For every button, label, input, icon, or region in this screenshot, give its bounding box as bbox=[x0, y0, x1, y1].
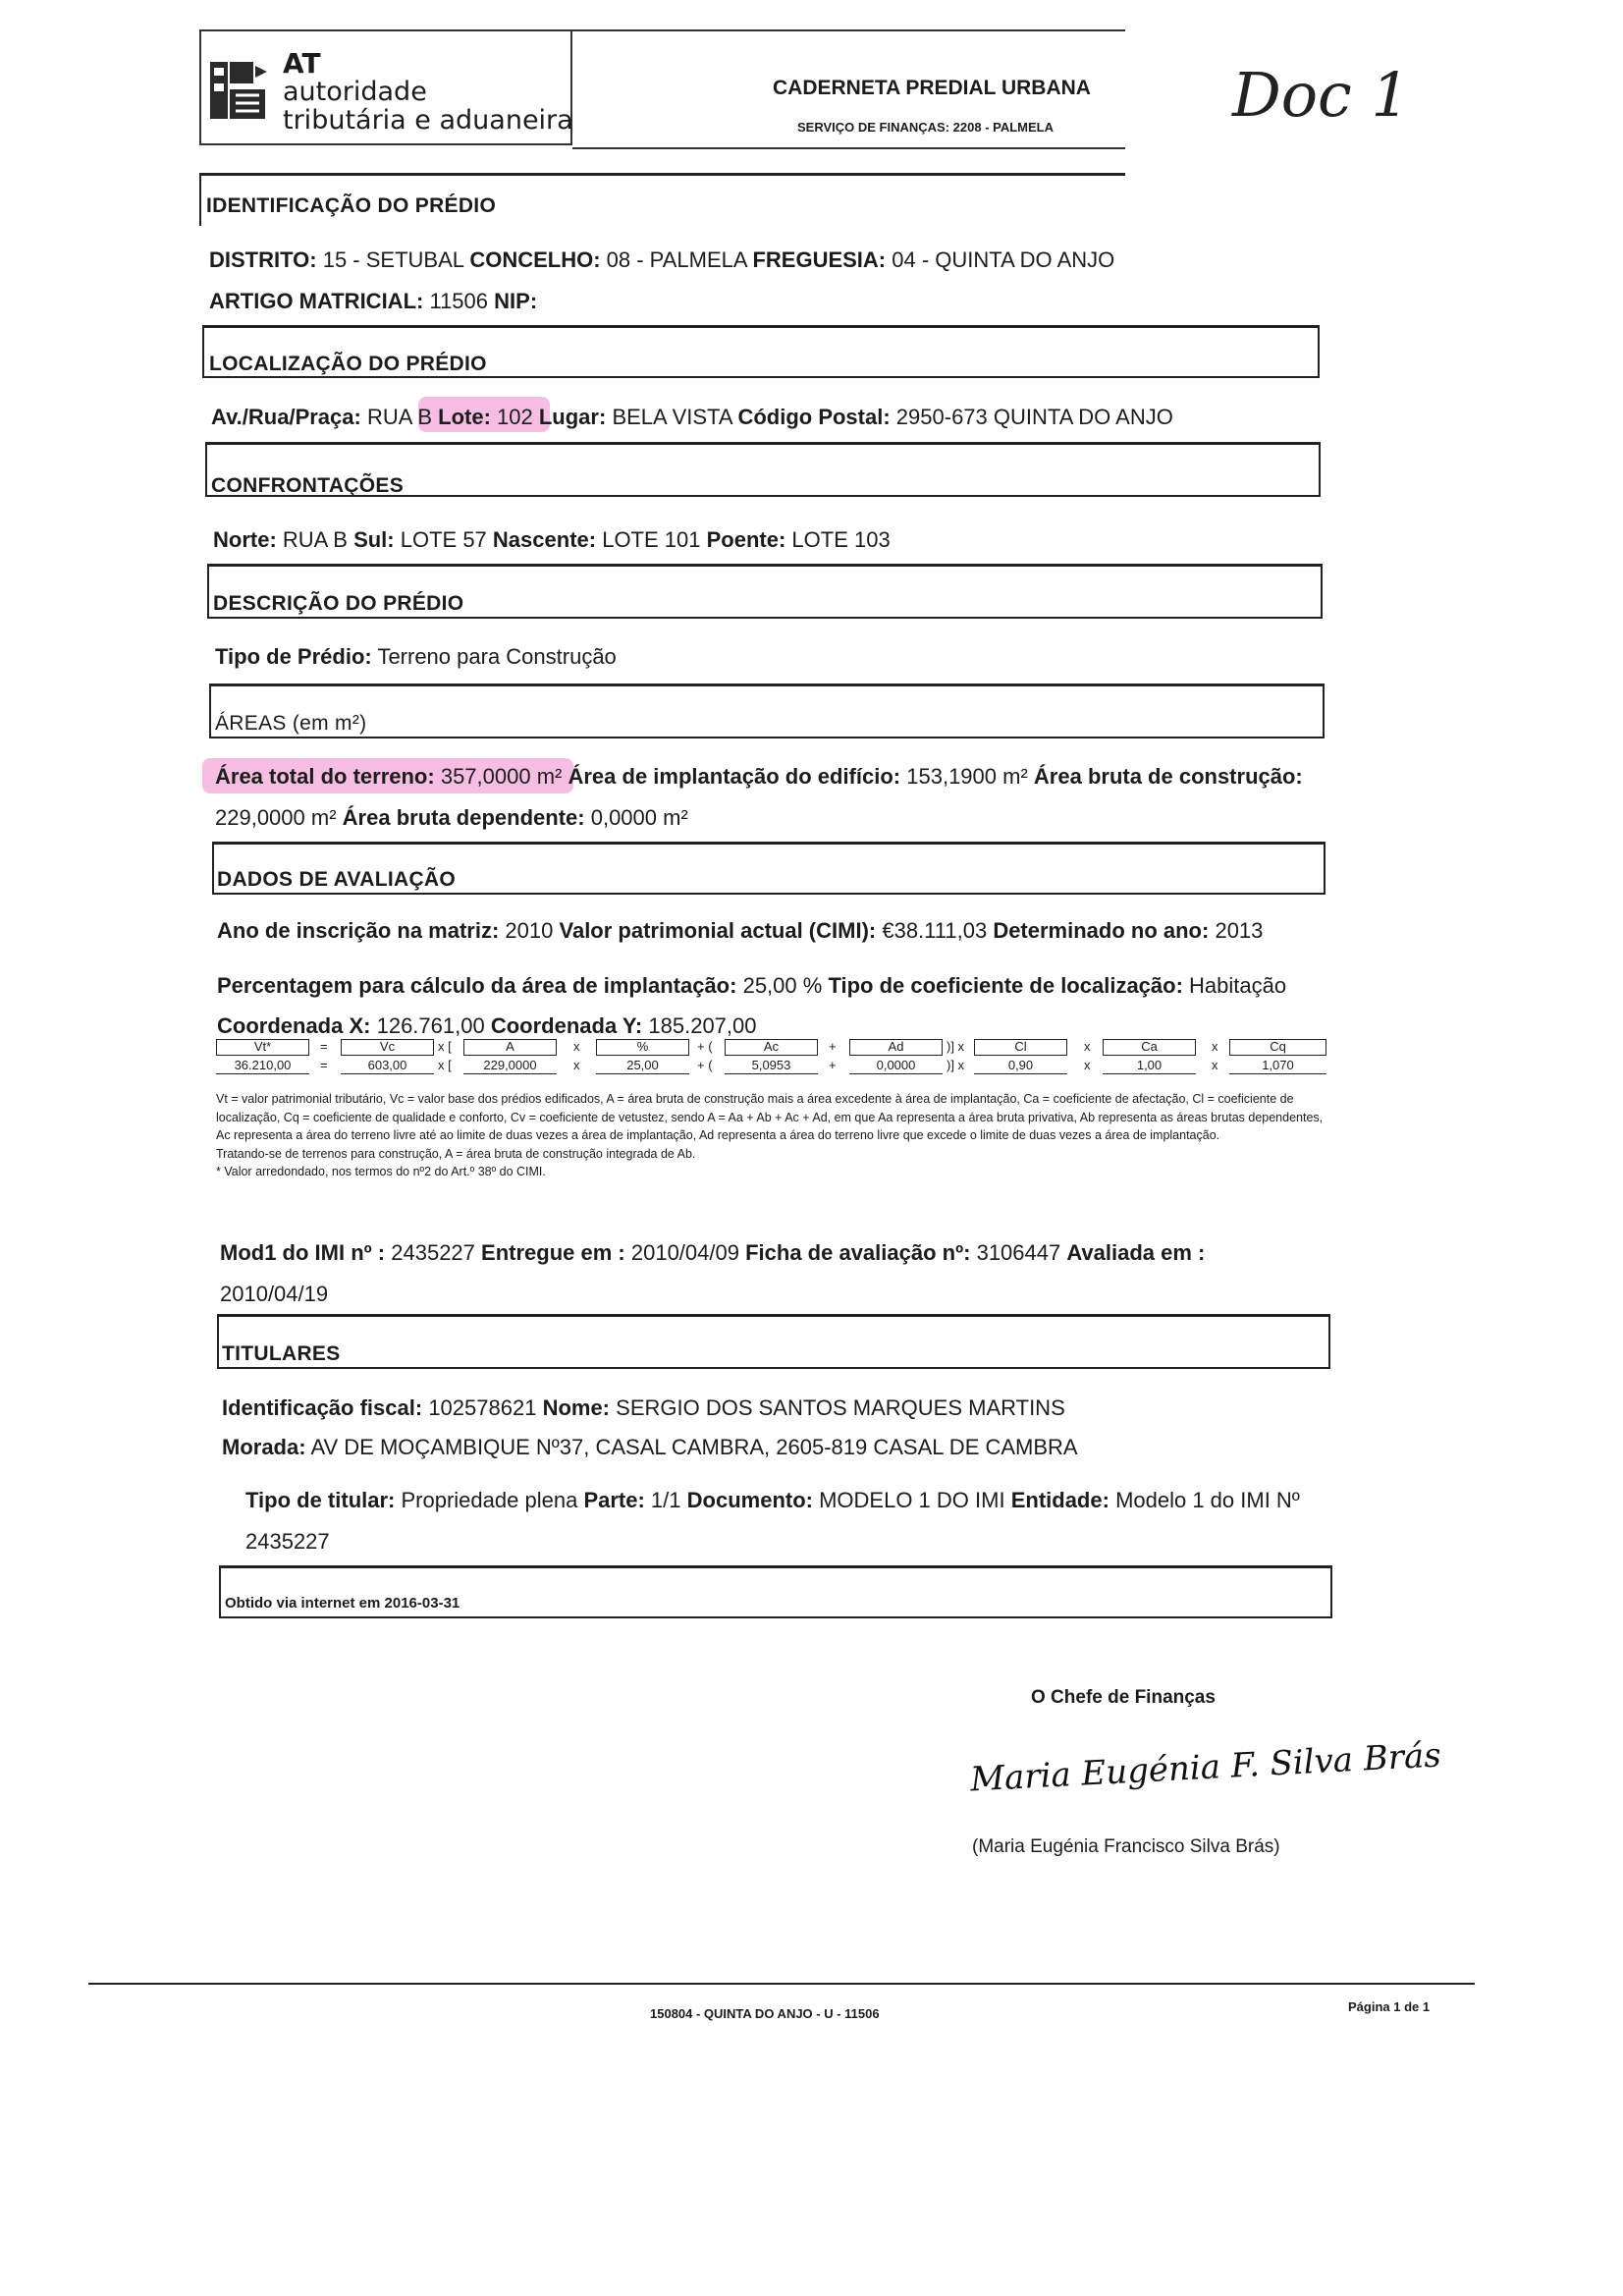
documento-value: MODELO 1 DO IMI bbox=[819, 1488, 1005, 1512]
concelho-label: CONCELHO: bbox=[469, 247, 601, 272]
area-dependente-label: Área bruta dependente: bbox=[342, 805, 585, 830]
titular-entidade-num-line bbox=[245, 1527, 330, 1557]
determinado-label: Determinado no ano: bbox=[993, 918, 1210, 943]
morada-value: AV DE MOÇAMBIQUE Nº37, CASAL CAMBRA, 2605-819 CASAL DE CAMBRA bbox=[310, 1435, 1078, 1459]
ficha-label: Ficha de avaliação nº: bbox=[745, 1240, 971, 1265]
coeficiente-value: Habitação bbox=[1189, 973, 1287, 998]
tipo-predio-line bbox=[215, 642, 617, 672]
titular-tipo-line bbox=[245, 1486, 1300, 1515]
determinado-value: 2013 bbox=[1215, 918, 1264, 943]
artigo-label: ARTIGO MATRICIAL: bbox=[209, 289, 424, 313]
mod1-value: 2435227 bbox=[391, 1240, 475, 1265]
area-total-value: 357,0000 m² bbox=[440, 764, 563, 789]
artigo-line bbox=[209, 287, 537, 316]
entidade-value: Modelo 1 do IMI Nº bbox=[1115, 1488, 1300, 1512]
nip-label: NIP: bbox=[494, 289, 538, 313]
entidade-num: 2435227 bbox=[245, 1529, 330, 1554]
localizacao-line bbox=[211, 403, 1173, 432]
confrontacoes-line bbox=[213, 525, 891, 555]
signature-handwritten: Maria Eugénia F. Silva Brás bbox=[969, 1735, 1442, 1800]
area-implantacao-value: 153,1900 m² bbox=[906, 764, 1028, 789]
note-definitions: Vt = valor patrimonial tributário, Vc = valor base dos prédios edificados, A = área bruta de construção mais a área excedente à área de implantação, Ca = coeficiente de afectação, Cl = coeficiente de localização, Cq = coeficiente de qualidade e conforto, Cv = coeficiente de vetustez, sendo A = Aa + Ab + Ac + Ad, em que Aa representa a área bruta privativa, Ab representa as áreas brutas dependentes, Ac representa a área do terreno livre até ao limite de duas vezes a área de implantação, Ad representa a área do terreno livre que excede o limite de duas vezes a área de implantação. bbox=[216, 1092, 1324, 1142]
rua-value: RUA B bbox=[366, 405, 432, 429]
rua-label: Av./Rua/Praça: bbox=[211, 405, 361, 429]
tipo-predio-label: Tipo de Prédio: bbox=[215, 644, 372, 669]
concelho-value: 08 - PALMELA bbox=[606, 247, 747, 272]
distrito-label: DISTRITO: bbox=[209, 247, 317, 272]
entregue-value: 2010/04/09 bbox=[630, 1240, 739, 1265]
ano-inscricao-label: Ano de inscrição na matriz: bbox=[217, 918, 500, 943]
lote-label: Lote: bbox=[438, 405, 491, 429]
section-title-avaliacao: DADOS DE AVALIAÇÃO bbox=[217, 868, 457, 891]
mod1-line bbox=[220, 1238, 1205, 1268]
handwritten-note: Doc 1 bbox=[1232, 59, 1410, 131]
area-bruta-label: Área bruta de construção: bbox=[1033, 764, 1303, 789]
titular-morada-line bbox=[222, 1433, 1078, 1462]
parte-value: 1/1 bbox=[650, 1488, 681, 1512]
formula-vt: Vt* 36.210,00 bbox=[216, 1039, 309, 1074]
logo-line1: autoridade bbox=[283, 77, 427, 107]
coordenada-x-value: 126.761,00 bbox=[376, 1013, 485, 1038]
coeficiente-label: Tipo de coeficiente de localização: bbox=[828, 973, 1183, 998]
formula-vc: Vc 603,00 bbox=[341, 1039, 434, 1074]
formula-cq: Cq 1,070 bbox=[1229, 1039, 1326, 1074]
entregue-label: Entregue em : bbox=[481, 1240, 625, 1265]
area-dependente-value: 0,0000 m² bbox=[590, 805, 688, 830]
formula-cl: Cl 0,90 bbox=[974, 1039, 1067, 1074]
valor-patrimonial-value: €38.111,03 bbox=[882, 918, 988, 943]
section-box-areas bbox=[209, 683, 1325, 738]
documento-label: Documento: bbox=[686, 1488, 813, 1512]
formula-ca: Ca 1,00 bbox=[1103, 1039, 1196, 1074]
mod1-label: Mod1 do IMI nº : bbox=[220, 1240, 386, 1265]
logo-abbr: AT bbox=[283, 47, 321, 80]
distrito-line bbox=[209, 246, 1114, 275]
section-title-areas: ÁREAS (em m²) bbox=[215, 712, 367, 735]
avaliada-line bbox=[220, 1280, 328, 1309]
poente-value: LOTE 103 bbox=[791, 527, 891, 552]
coordenada-x-label: Coordenada X: bbox=[217, 1013, 371, 1038]
footer-ref: 150804 - QUINTA DO ANJO - U - 11506 bbox=[650, 2006, 880, 2021]
coordenada-y-label: Coordenada Y: bbox=[490, 1013, 643, 1038]
morada-label: Morada: bbox=[222, 1435, 306, 1459]
formula-pct: % 25,00 bbox=[596, 1039, 689, 1074]
tipo-predio-value: Terreno para Construção bbox=[377, 644, 617, 669]
coordenada-y-value: 185.207,00 bbox=[648, 1013, 757, 1038]
tax-office: SERVIÇO DE FINANÇAS: 2208 - PALMELA bbox=[797, 120, 1055, 135]
formula-ac: Ac 5,0953 bbox=[725, 1039, 818, 1074]
percentagem-label: Percentagem para cálculo da área de implantação: bbox=[217, 973, 737, 998]
avaliada-label: Avaliada em : bbox=[1066, 1240, 1206, 1265]
section-title-titulares: TITULARES bbox=[222, 1342, 341, 1365]
avaliada-value: 2010/04/19 bbox=[220, 1282, 329, 1306]
avaliacao-line-1 bbox=[217, 916, 1263, 946]
at-emblem-icon bbox=[208, 54, 271, 127]
areas-line-2 bbox=[215, 803, 688, 833]
nome-label: Nome: bbox=[542, 1395, 611, 1420]
artigo-value: 11506 bbox=[429, 289, 489, 313]
section-title-descricao: DESCRIÇÃO DO PRÉDIO bbox=[213, 592, 464, 615]
freguesia-label: FREGUESIA: bbox=[752, 247, 887, 272]
formula-ad: Ad 0,0000 bbox=[849, 1039, 943, 1074]
logo-line2: tributária e aduaneira bbox=[283, 105, 573, 136]
signature-role: O Chefe de Finanças bbox=[1031, 1687, 1216, 1708]
nome-value: SERGIO DOS SANTOS MARQUES MARTINS bbox=[616, 1395, 1065, 1420]
note-arredondado: * Valor arredondado, nos termos do nº2 do Art.º 38º do CIMI. bbox=[216, 1165, 546, 1178]
area-bruta-value: 229,0000 m² bbox=[215, 805, 337, 830]
poente-label: Poente: bbox=[706, 527, 786, 552]
nascente-value: LOTE 101 bbox=[602, 527, 701, 552]
lote-value: 102 bbox=[497, 405, 533, 429]
valor-patrimonial-label: Valor patrimonial actual (CIMI): bbox=[559, 918, 877, 943]
freguesia-value: 04 - QUINTA DO ANJO bbox=[892, 247, 1115, 272]
areas-line-1 bbox=[215, 762, 1303, 792]
nif-value: 102578621 bbox=[428, 1395, 537, 1420]
nascente-label: Nascente: bbox=[492, 527, 597, 552]
footer-divider bbox=[88, 1983, 1475, 1985]
entidade-label: Entidade: bbox=[1010, 1488, 1109, 1512]
sul-label: Sul: bbox=[353, 527, 395, 552]
area-total-label: Área total do terreno: bbox=[215, 764, 435, 789]
formula-notes bbox=[216, 1090, 1325, 1181]
norte-value: RUA B bbox=[282, 527, 348, 552]
tipo-titular-label: Tipo de titular: bbox=[245, 1488, 396, 1512]
parte-label: Parte: bbox=[583, 1488, 645, 1512]
section-box-titulares bbox=[217, 1314, 1330, 1369]
section-title-confrontacoes: CONFRONTAÇÕES bbox=[211, 474, 405, 497]
section-title-localizacao: LOCALIZAÇÃO DO PRÉDIO bbox=[209, 353, 487, 375]
note-terrenos: Tratando-se de terrenos para construção, A = área bruta de construção integrada de Ab. bbox=[216, 1146, 696, 1161]
section-title-identificacao: IDENTIFICAÇÃO DO PRÉDIO bbox=[206, 194, 497, 217]
ficha-value: 3106447 bbox=[976, 1240, 1061, 1265]
sul-value: LOTE 57 bbox=[400, 527, 487, 552]
lugar-label: Lugar: bbox=[538, 405, 607, 429]
obtido-text: Obtido via internet em 2016-03-31 bbox=[225, 1595, 460, 1612]
lugar-value: BELA VISTA bbox=[612, 405, 732, 429]
percentagem-value: 25,00 % bbox=[742, 973, 823, 998]
ano-inscricao-value: 2010 bbox=[505, 918, 554, 943]
titular-nif-line bbox=[222, 1394, 1065, 1423]
formula-a: A 229,0000 bbox=[463, 1039, 557, 1074]
logo-text bbox=[283, 49, 573, 135]
signature-name: (Maria Eugénia Francisco Silva Brás) bbox=[972, 1836, 1280, 1857]
footer-page: Página 1 de 1 bbox=[1348, 1999, 1431, 2014]
tipo-titular-value: Propriedade plena bbox=[401, 1488, 578, 1512]
area-implantacao-label: Área de implantação do edifício: bbox=[568, 764, 901, 789]
nif-label: Identificação fiscal: bbox=[222, 1395, 423, 1420]
distrito-value: 15 - SETUBAL bbox=[322, 247, 464, 272]
cp-label: Código Postal: bbox=[737, 405, 891, 429]
cp-value: 2950-673 QUINTA DO ANJO bbox=[895, 405, 1173, 429]
norte-label: Norte: bbox=[213, 527, 277, 552]
formula-table: Vt* 36.210,00 = = Vc 603,00 x [ x [ A 229,0000 x x % 25,00 + ( + ( Ac 5,0953 + + Ad 0,0000 )] x )] x Cl 0,90 x x Ca 1,00 x x Cq 1,070 bbox=[216, 1039, 1328, 1076]
avaliacao-line-2 bbox=[217, 971, 1286, 1001]
document-title: CADERNETA PREDIAL URBANA bbox=[773, 77, 1091, 99]
coordenadas-line bbox=[217, 1011, 757, 1041]
